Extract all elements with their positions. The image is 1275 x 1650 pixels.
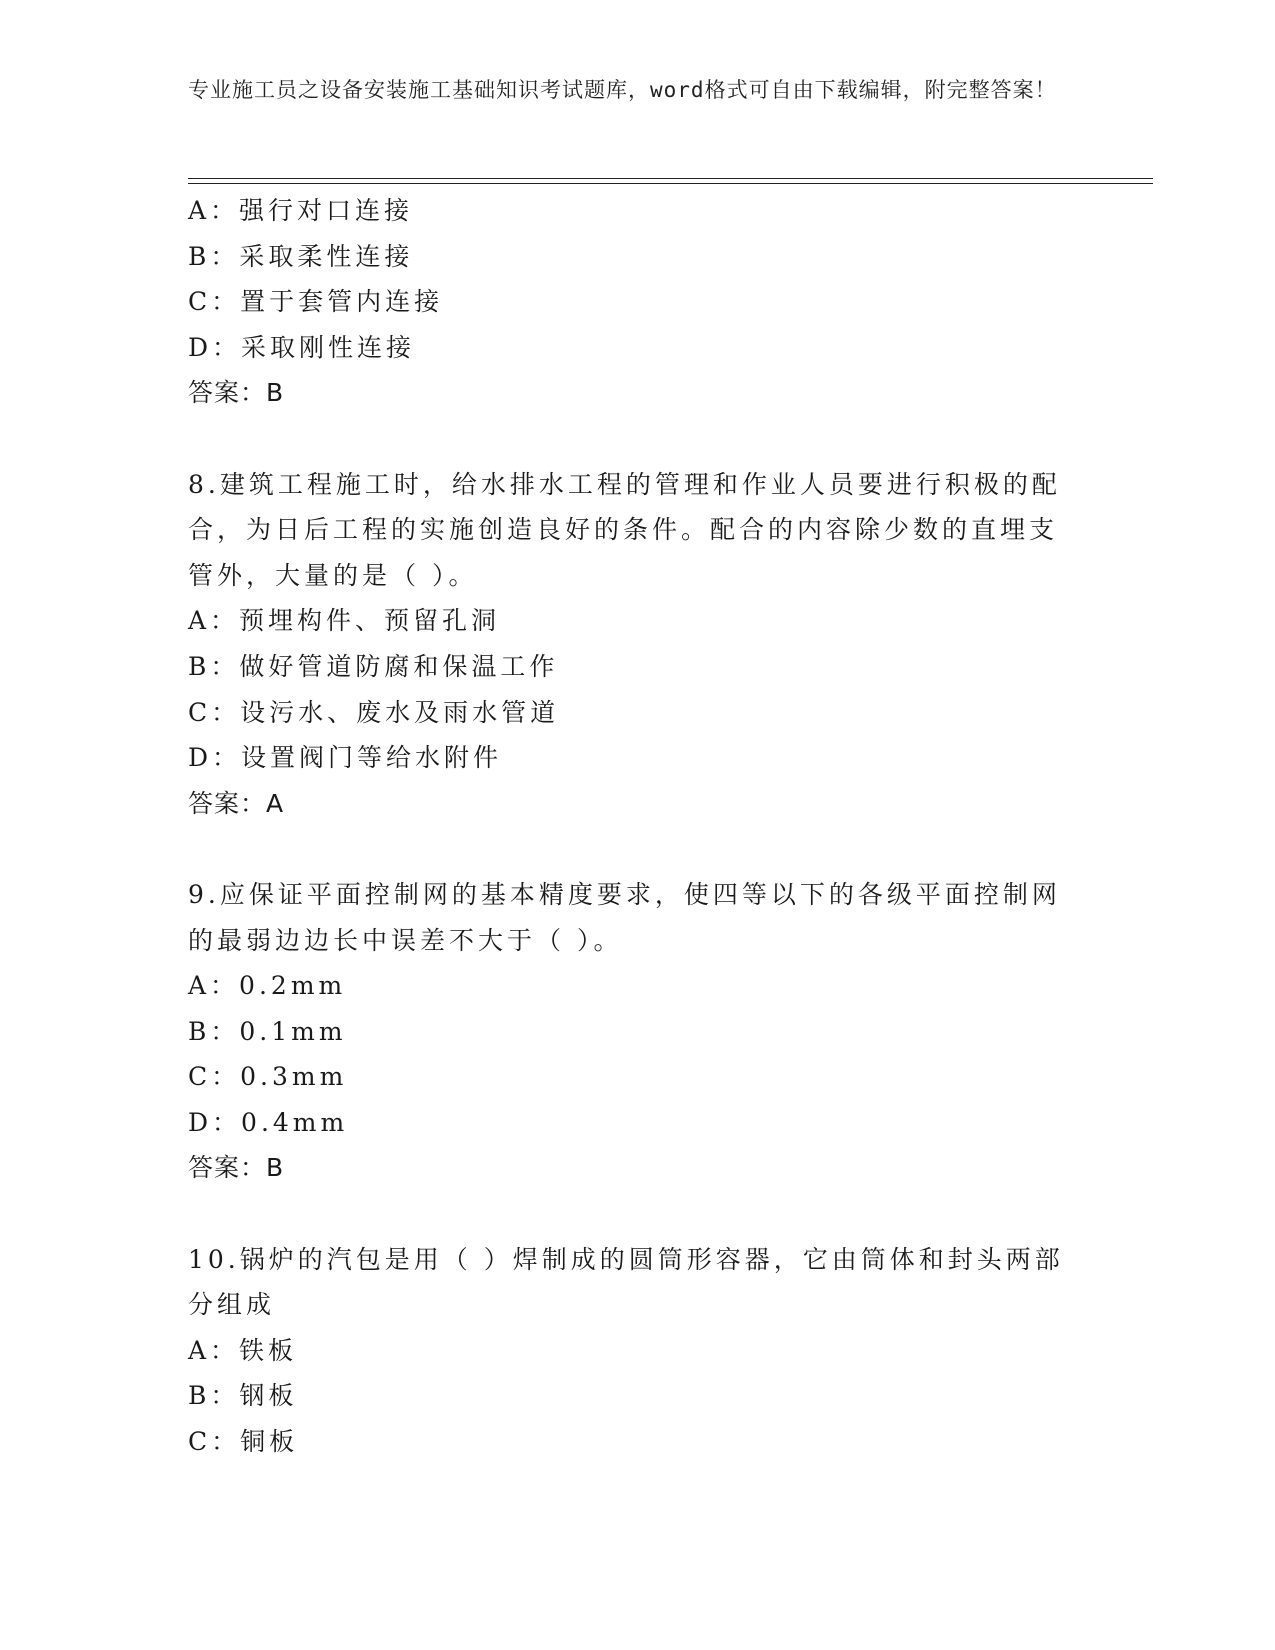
question-9 [188, 872, 1068, 1191]
header-rule-top [188, 178, 1153, 179]
question-list [188, 188, 1068, 1465]
document-header: 专业施工员之设备安装施工基础知识考试题库，word格式可自由下载编辑，附完整答案！ [188, 78, 1057, 102]
answer-line: 答案：A [188, 788, 285, 818]
question-stem-line: 分组成 [188, 1290, 276, 1320]
option-b: B：采取柔性连接 [188, 241, 414, 271]
question-gap [188, 416, 1068, 462]
option-a: A：0.2mm [188, 971, 347, 1001]
option-a: A：预埋构件、预留孔洞 [188, 606, 501, 636]
answer-line: 答案：B [188, 1153, 285, 1183]
option-c: C：铜板 [188, 1427, 299, 1457]
option-d: D：0.4mm [188, 1107, 349, 1137]
question-gap [188, 826, 1068, 872]
question-10 [188, 1237, 1068, 1465]
question-stem-line: 8.建筑工程施工时，给水排水工程的管理和作业人员要进行积极的配 [188, 469, 1061, 499]
question-gap [188, 1191, 1068, 1237]
question-stem-line: 的最弱边边长中误差不大于（ ）。 [188, 925, 623, 955]
option-a: A：铁板 [188, 1335, 298, 1365]
option-b: B：钢板 [188, 1381, 298, 1411]
option-b: B：做好管道防腐和保温工作 [188, 651, 559, 681]
header-rule-bottom [188, 183, 1153, 184]
question-7-tail [188, 188, 1068, 416]
answer-line: 答案：B [188, 378, 285, 408]
option-d: D：采取刚性连接 [188, 332, 416, 362]
option-c: C：设污水、废水及雨水管道 [188, 697, 560, 727]
question-stem-line: 10.锅炉的汽包是用（ ）焊制成的圆筒形容器，它由筒体和封头两部 [188, 1244, 1064, 1274]
question-stem-line: 合，为日后工程的实施创造良好的条件。配合的内容除少数的直埋支 [188, 515, 1059, 545]
option-b: B：0.1mm [188, 1016, 347, 1046]
question-stem-line: 管外，大量的是（ ）。 [188, 560, 478, 590]
question-stem-line: 9.应保证平面控制网的基本精度要求，使四等以下的各级平面控制网 [188, 879, 1061, 909]
option-c: C：置于套管内连接 [188, 287, 444, 317]
question-8 [188, 462, 1068, 827]
option-c: C：0.3mm [188, 1062, 348, 1092]
option-a: A：强行对口连接 [188, 196, 414, 225]
option-d: D：设置阀门等给水附件 [188, 743, 503, 773]
